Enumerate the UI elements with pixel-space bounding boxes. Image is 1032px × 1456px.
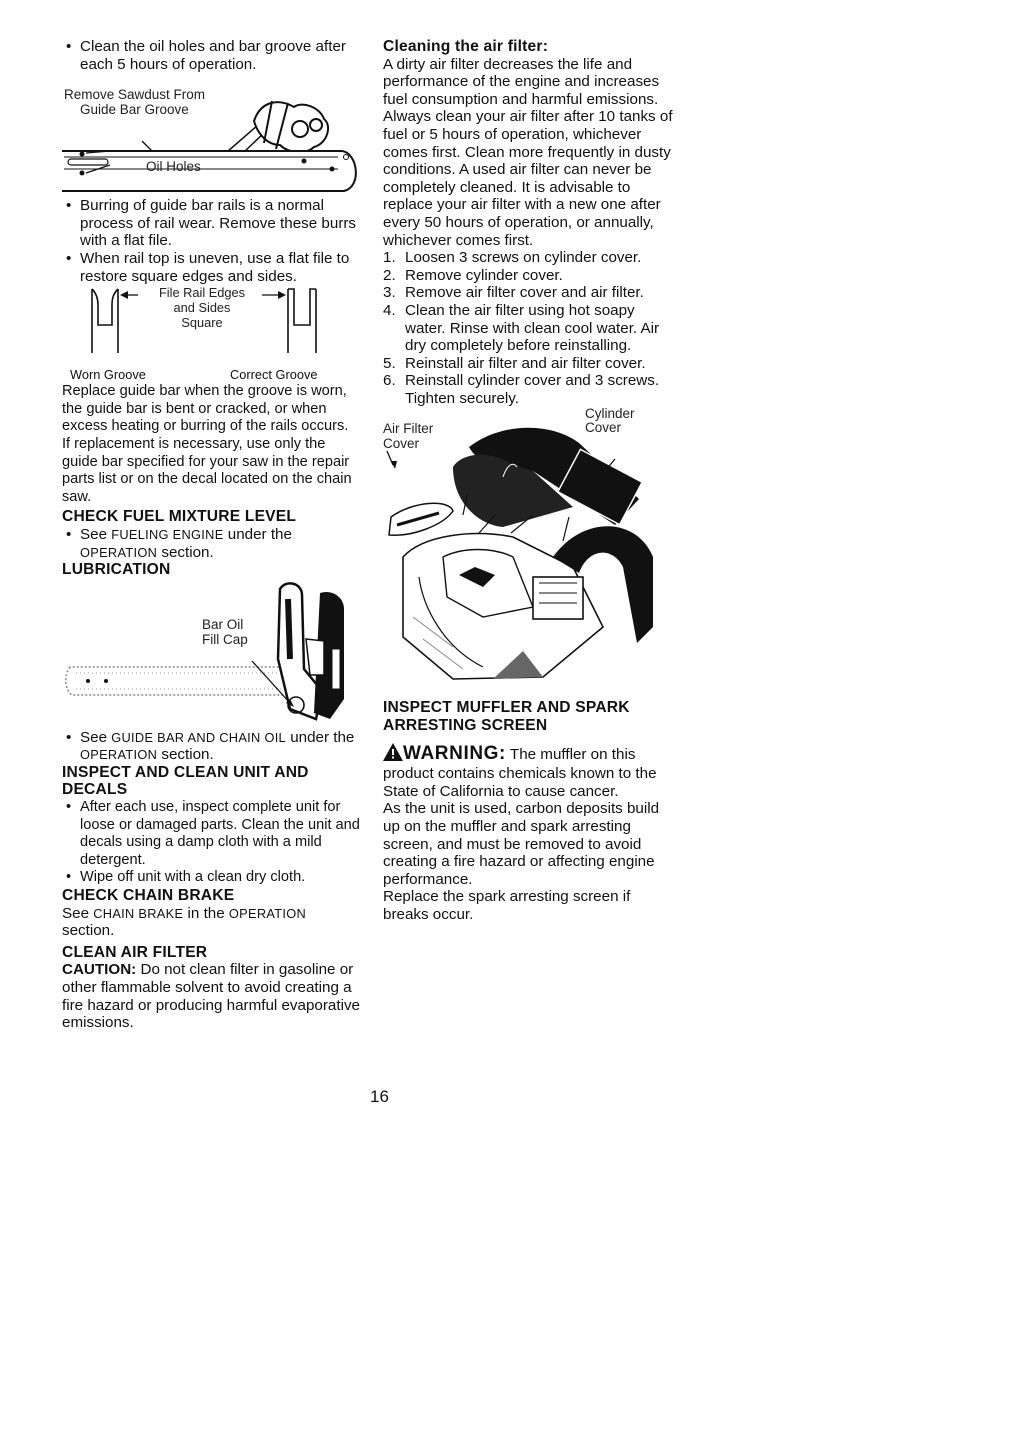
steps-list xyxy=(383,249,673,407)
para-caution: CAUTION: Do not clean filter in gasoline or other flammable solvent to avoid creating a fire hazard or producing harmful evaporative emissions. xyxy=(62,961,361,1032)
para-carbon-deposits: As the unit is used, carbon deposits build up on the muffler and spark arresting screen, and must be removed to avoid creating a fire hazard or affecting engine performance. xyxy=(383,800,660,888)
warning-word: WARNING: xyxy=(403,742,506,764)
step-item: 1. Loosen 3 screws on cylinder cover. xyxy=(383,249,642,267)
right-column xyxy=(383,38,673,924)
warning-triangle-icon xyxy=(383,743,403,766)
heading-check-fuel: CHECK FUEL MIXTURE LEVEL xyxy=(62,508,297,526)
heading-cleaning-air-filter: Cleaning the air filter: xyxy=(383,38,549,55)
label-correct-groove: Correct Groove xyxy=(230,367,318,383)
heading-clean-air-filter: CLEAN AIR FILTER xyxy=(62,943,208,961)
label-worn-groove: Worn Groove xyxy=(70,367,146,383)
bullet-burring: • Burring of guide bar rails is a normal process of rail wear. Remove these burrs with a flat file. xyxy=(62,197,360,250)
bullet-clean-oil-holes: • Clean the oil holes and bar groove after each 5 hours of operation. xyxy=(62,38,360,73)
groove-figure xyxy=(62,285,360,367)
para-chain-brake: See CHAIN BRAKE in the OPERATION section. xyxy=(62,904,307,940)
bullet-rail-uneven: • When rail top is uneven, use a flat file to restore square edges and sides. xyxy=(62,250,360,285)
page-number: 16 xyxy=(370,1087,389,1106)
label-cylinder-cover: Cylinder Cover xyxy=(585,406,635,436)
bullet-after-each-use: • After each use, inspect complete unit for loose or damaged parts. Clean the unit and decals using a damp cloth with a mild detergent. xyxy=(62,799,360,869)
para-replace-guide-bar: Replace guide bar when the groove is worn, the guide bar is bent or cracked, or when excess heating or burring of the rails occurs. If replacement is necessary, use only the guide bar specified for your saw in the repair parts list or on the decal located on the chain saw. xyxy=(62,383,352,505)
heading-inspect-clean: INSPECT AND CLEAN UNIT AND DECALS xyxy=(62,763,309,799)
bullet-wipe-off: • Wipe off unit with a clean dry cloth. xyxy=(62,869,360,887)
step-item: 2. Remove cylinder cover. xyxy=(383,266,563,284)
guide-bar-figure xyxy=(62,73,360,195)
bar-oil-figure xyxy=(62,579,360,729)
heading-chain-brake: CHECK CHAIN BRAKE xyxy=(62,887,235,905)
groove-captions xyxy=(62,367,360,383)
para-dirty-air-filter: A dirty air filter decreases the life and performance of the engine and increases fuel consumption and harmful emissions. Always clean your air filter after 10 tanks of fuel or 5 hours of operation, whichever comes first. Clean more frequently in dusty conditions. A used air filter can never be completely cleaned. It is advisable to replace your air filter with a new one after every 50 hours of operation, or annually, whichever comes first. xyxy=(383,55,673,249)
label-oil-holes: Oil Holes xyxy=(146,159,201,175)
step-item: 5. Reinstall air filter and air filter cover. xyxy=(383,354,646,372)
left-column xyxy=(62,38,360,1032)
bullet-fuel: • See FUELING ENGINE under the OPERATION section. xyxy=(62,526,360,561)
label-file-rail-edges: File Rail Edges and Sides Square xyxy=(158,285,246,331)
heading-lubrication: LUBRICATION xyxy=(62,561,171,579)
step-item: 3. Remove air filter cover and air filter. xyxy=(383,284,644,302)
bar-oil-illustration xyxy=(62,579,360,729)
label-air-filter-cover: Air Filter Cover xyxy=(383,421,434,452)
label-remove-sawdust: Remove Sawdust From Guide Bar Groove xyxy=(64,87,206,118)
caution-label: CAUTION: xyxy=(62,961,137,979)
step-item: 4. Clean the air filter using hot soapy water. Rinse with clean cool water. Air dry completely before reinstalling. xyxy=(383,301,660,355)
step-item: 6. Reinstall cylinder cover and 3 screws. Tighten securely. xyxy=(383,372,660,407)
label-air-filter: Air Filter xyxy=(493,495,544,511)
label-bar-oil-fill-cap: Bar Oil Fill Cap xyxy=(202,616,248,647)
para-replace-spark: Replace the spark arresting screen if breaks occur. xyxy=(383,888,631,923)
air-filter-figure xyxy=(383,407,673,691)
para-warning: WARNING: The muffler on this product contains chemicals known to the State of California to cause cancer. xyxy=(383,742,657,800)
bullet-lubrication: • See GUIDE BAR AND CHAIN OIL under the OPERATION section. xyxy=(62,729,360,764)
heading-inspect-muffler: INSPECT MUFFLER AND SPARK ARRESTING SCREEN xyxy=(383,699,630,735)
